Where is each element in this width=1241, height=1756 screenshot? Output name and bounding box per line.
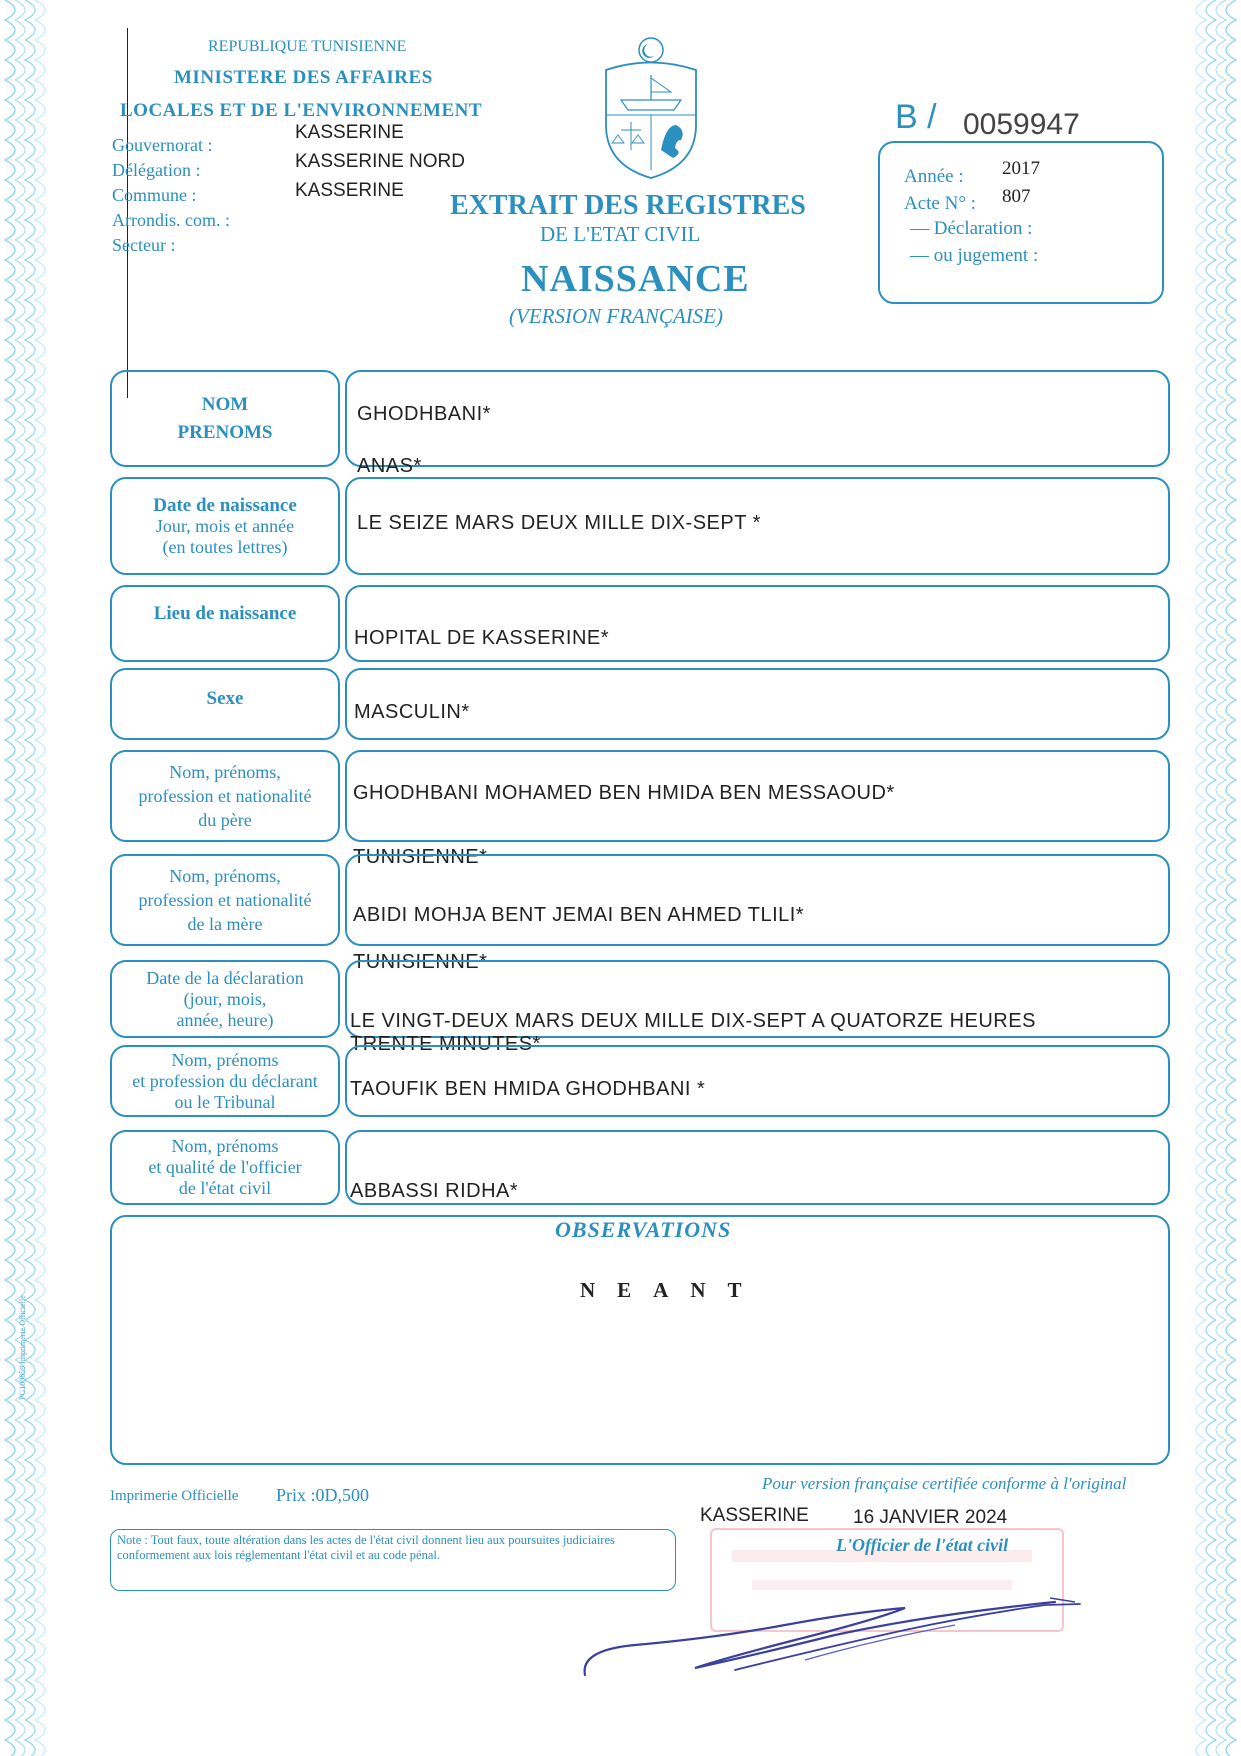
officier-label3: de l'état civil [178,1178,272,1198]
declarant-label3: ou le Tribunal [174,1091,276,1112]
gouvernorat-label: Gouvernorat : [112,135,213,155]
admin-block [112,133,230,258]
document-type: NAISSANCE [521,258,750,300]
pere-value: GHODHBANI MOHAMED BEN HMIDA BEN MESSAOUD* [353,782,895,804]
declarant-value: TAOUFIK BEN HMIDA GHODHBANI * [350,1078,706,1100]
admin-values [295,118,465,205]
sexe-label-box [110,668,340,740]
price-label: Prix :0D,500 [276,1485,370,1505]
officier-value: ABBASSI RIDHA* [350,1180,519,1202]
secteur-label: Secteur : [112,235,176,255]
ministry-line1: MINISTERE DES AFFAIRES [174,67,433,88]
mere-label1: Nom, prénoms, [169,865,281,886]
nom-label: NOM [201,394,249,415]
coat-of-arms-emblem [596,30,706,180]
declaration-value1: LE VINGT-DEUX MARS DEUX MILLE DIX-SEPT A QUATORZE HEURES [350,1010,1036,1032]
lieu-naissance-label-box [110,585,340,662]
date-naissance-label: Date de naissance [153,494,297,516]
declarant-label-box [110,1045,340,1117]
nom-label-box [110,370,340,467]
mere-label2: profession et nationalité [138,889,312,910]
declaration-date-label3: année, heure) [176,1009,274,1030]
gouvernorat-value: KASSERINE [295,122,404,143]
declaration-date-label2: (jour, mois, [183,988,267,1009]
observations-title: OBSERVATIONS [555,1217,732,1242]
mere-value: ABIDI MOHJA BENT JEMAI BEN AHMED TLILI* [353,904,805,926]
date-naissance-label-box [110,477,340,575]
document-subtitle: DE L'ETAT CIVIL [540,222,701,246]
issue-place: KASSERINE [700,1505,809,1526]
officier-label-box [110,1130,340,1205]
officier-label2: et qualité de l'officier [148,1157,302,1177]
republic-label: REPUBLIQUE TUNISIENNE [208,38,407,55]
annee-value: 2017 [1002,158,1040,179]
pere-label2: profession et nationalité [138,785,312,806]
declarant-label1: Nom, prénoms [171,1049,279,1070]
sexe-label: Sexe [206,687,244,709]
delegation-value: KASSERINE NORD [295,151,465,172]
date-naissance-sublabel2: (en toutes lettres) [162,536,288,557]
right-security-border [1181,0,1241,1756]
printer-label: Imprimerie Officielle [110,1488,239,1504]
lieu-naissance-value: HOPITAL DE KASSERINE* [354,627,610,649]
declaration-label-box [110,960,340,1038]
observations-value: NEANT [580,1278,764,1302]
side-print-text: PG100859 Imprimerie Officielle [18,1295,27,1400]
officer-title: L'Officier de l'état civil [836,1535,1009,1555]
arrondis-label: Arrondis. com. : [112,210,230,230]
annee-label: Année : [904,166,964,187]
pere-nationalite: TUNISIENNE* [353,846,488,868]
acte-number-value: 807 [1002,186,1031,207]
lieu-naissance-value-box [345,585,1170,662]
delegation-label: Délégation : [112,160,201,180]
officier-label1: Nom, prénoms [171,1136,279,1156]
date-naissance-sublabel1: Jour, mois et année [155,515,295,536]
certified-statement: Pour version française certifiée conforme à l'original [762,1474,1127,1493]
declaration-value2: TRENTE MINUTES* [350,1033,541,1055]
pere-label3: du père [198,809,252,830]
mere-label3: de la mère [187,913,263,934]
officer-signature [575,1580,1095,1690]
document-title: EXTRAIT DES REGISTRES [450,190,806,221]
declaration-label: — Déclaration : [910,218,1033,239]
jugement-label: — ou jugement : [910,245,1039,266]
pere-label-box [110,750,340,842]
lieu-naissance-label: Lieu de naissance [153,603,297,624]
mere-value-box [345,854,1170,946]
pere-label1: Nom, prénoms, [169,761,281,782]
prenoms-label: PRENOMS [177,422,273,443]
mere-nationalite: TUNISIENNE* [353,951,488,973]
document-version: (VERSION FRANÇAISE) [509,304,724,328]
issue-date: 16 JANVIER 2024 [853,1507,1008,1528]
acte-box [878,141,1164,304]
left-security-border [0,0,60,1756]
declarant-label2: et profession du déclarant [132,1070,318,1091]
prenoms-value: ANAS* [357,455,422,477]
ministry-line2: LOCALES ET DE L'ENVIRONNEMENT [120,100,483,121]
observations-box [110,1215,1170,1465]
commune-value: KASSERINE [295,180,404,201]
sexe-value: MASCULIN* [354,701,470,723]
date-naissance-value: LE SEIZE MARS DEUX MILLE DIX-SEPT * [357,512,761,534]
mere-label-box [110,854,340,946]
declaration-date-label1: Date de la déclaration [146,967,304,988]
serial-number: 0059947 [963,108,1080,141]
nom-value: GHODHBANI* [357,403,491,425]
serial-prefix: B / [895,98,937,136]
acte-number-label: Acte N° : [904,193,976,214]
note-text: Note : Tout faux, toute altération dans les actes de l'état civil donnent lieu aux poursuites judiciaires conformement aux lois réglementant l'état civil et au code pénal. [117,1533,615,1562]
commune-label: Commune : [112,185,197,205]
